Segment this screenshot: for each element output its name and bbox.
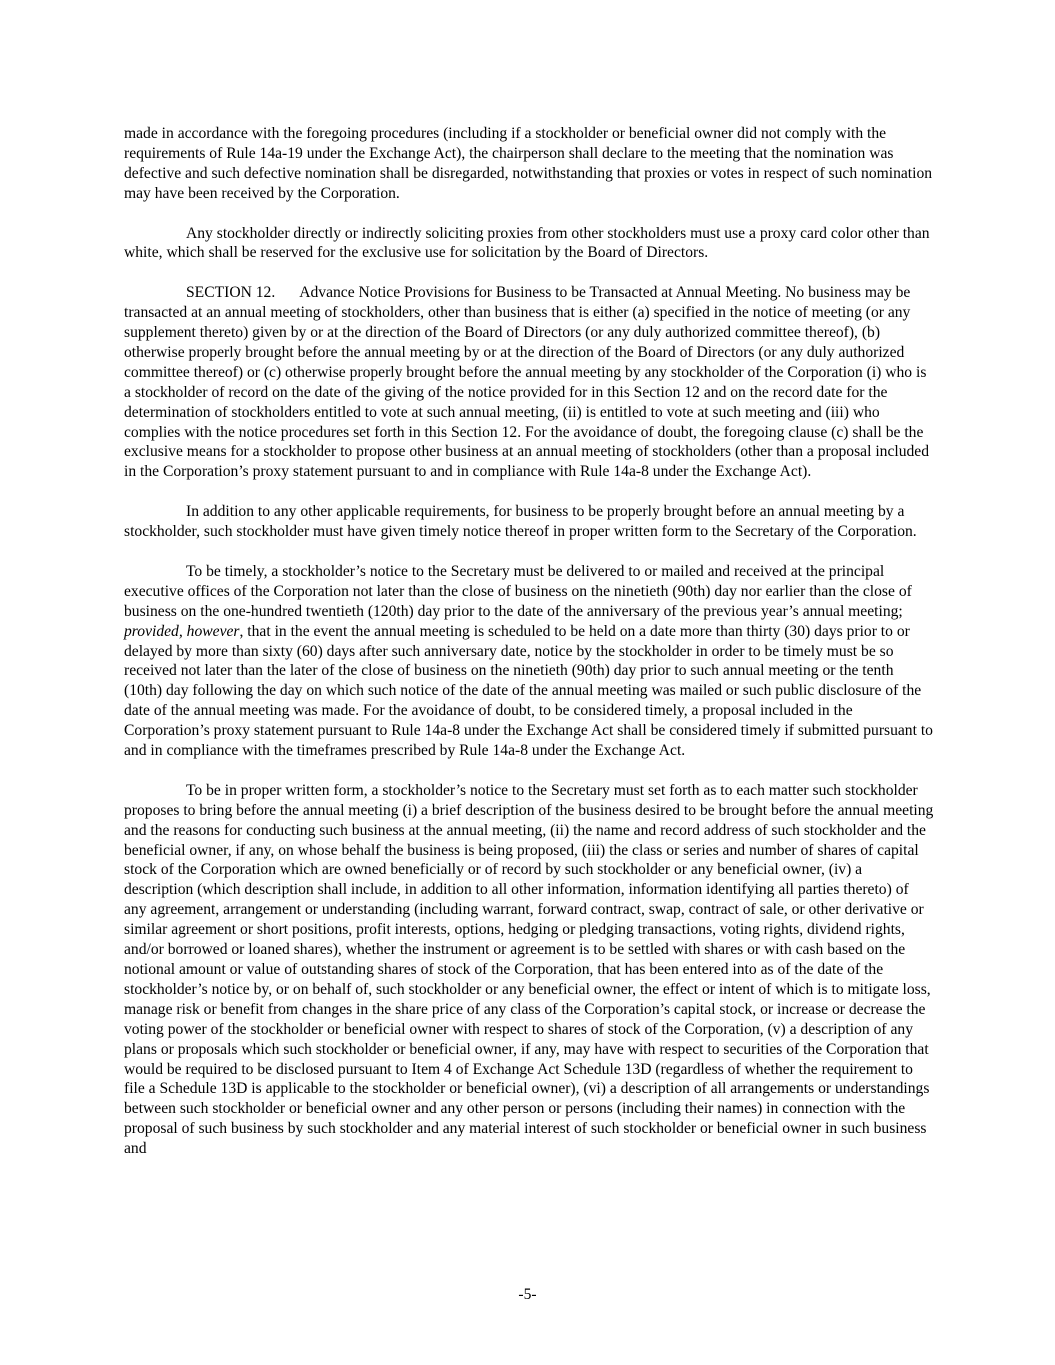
paragraph-text: Advance Notice Provisions for Business to be Transacted at Annual Meeting. No business may be transacted at an annual meeting of stockholders, other than business that is either (a) specified in the notice of meeting (or any supplement thereto) given by or at the direction of the Board of Directors (or any duly authorized committee thereof), (b) otherwise properly brought before the annual meeting by or at the direction of the Board of Directors (or any duly authorized committee thereof) or (c) otherwise properly brought before the annual meeting by any stockholder of the Corporation (i) who is a stockholder of record on the date of the giving of the notice provided for in this Section 12 and on the record date for the determination of stockholders entitled to vote at such annual meeting, (ii) is entitled to vote at such meeting and (iii) who complies with the notice procedures set forth in this Section 12. For the avoidance of doubt, the foregoing clause (c) shall be the exclusive means for a stockholder to propose other business at an annual meeting of stockholders (other than a proposal included in the Corporation’s proxy statement pursuant to and in compliance with Rule 14a-8 under the Exchange Act). bbox=[124, 284, 930, 481]
paragraph-timeliness bbox=[124, 562, 934, 761]
paragraph-text: To be in proper written form, a stockholder’s notice to the Secretary must set forth as to each matter such stockholder proposes to bring before the annual meeting (i) a brief description of the business desired to be brought before the annual meeting and the reasons for conducting such business at the annual meeting, (ii) the name and record address of such stockholder and the beneficial owner, if any, on whose behalf the business is being proposed, (iii) the class or series and number of shares of capital stock of the Corporation which are owned beneficially or of record by such stockholder or any beneficial owner, (iv) a description (which description shall include, in addition to all other information, information identifying all parties thereto) of any agreement, arrangement or understanding (including warrant, forward contract, swap, contract of sale, or other derivative or similar agreement or short positions, profit interests, options, hedging or pledging transactions, voting rights, dividend rights, and/or borrowed or loaned shares), whether the instrument or agreement is to be settled with shares or with cash based on the notional amount or value of outstanding shares of stock of the Corporation, that has been entered into as of the date of the stockholder’s notice by, or on behalf of, such stockholder or any beneficial owner, the effect or intent of which is to mitigate loss, manage risk or benefit from changes in the share price of any class of the Corporation’s capital stock, or increase or decrease the voting power of the stockholder or beneficial owner with respect to shares of stock of the Corporation, (v) a description of any plans or proposals which such stockholder or beneficial owner, if any, may have with respect to securities of the Corporation that would be required to be disclosed pursuant to Item 4 of Exchange Act Schedule 13D (regardless of whether the requirement to file a Schedule 13D is applicable to the stockholder or beneficial owner), (vi) a description of all arrangements or understandings between such stockholder or beneficial owner and any other person or persons (including their names) in connection with the proposal of such business by such stockholder and any material interest of such stockholder or beneficial owner in such business and bbox=[124, 781, 934, 1158]
paragraph-text: Any stockholder directly or indirectly soliciting proxies from other stockholders must use a proxy card color other than white, which shall be reserved for the exclusive use for solicitation by the Board of Directors. bbox=[124, 224, 930, 262]
paragraph-text-continued: , that in the event the annual meeting is scheduled to be held on a date more than thirty (30) days prior to or delayed by more than sixty (60) days after such anniversary date, notice by the stockholder in order to be timely must be so received not later than the later of the close of business on the ninetieth (90th) day prior to such annual meeting or the tenth (10th) day following the day on which such notice of the date of the annual meeting was mailed or such public disclosure of the date of the annual meeting was made. For the avoidance of doubt, to be considered timely, a proposal included in the Corporation’s proxy statement pursuant to Rule 14a-8 under the Exchange Act shall be considered timely if submitted pursuant to and in compliance with the timeframes prescribed by Rule 14a-8 under the Exchange Act. bbox=[124, 622, 933, 760]
paragraph-proxy-card-color bbox=[124, 224, 934, 264]
paragraph-section-12 bbox=[124, 283, 934, 482]
page-number: -5- bbox=[518, 1286, 537, 1303]
paragraph-proper-written-form bbox=[124, 781, 934, 1159]
section-label: SECTION 12. bbox=[186, 284, 276, 302]
document-body bbox=[124, 124, 934, 1179]
paragraph-timely-notice-requirement bbox=[124, 502, 934, 542]
italic-phrase: provided, however bbox=[124, 622, 240, 640]
paragraph-nomination-defective bbox=[124, 124, 934, 204]
paragraph-text: made in accordance with the foregoing procedures (including if a stockholder or beneficial owner did not comply with the requirements of Rule 14a-19 under the Exchange Act), the chairperson shall declare to the meeting that the nomination was defective and such defective nomination shall be disregarded, notwithstanding that proxies or votes in respect of such nomination may have been received by the Corporation. bbox=[124, 125, 933, 202]
paragraph-text: In addition to any other applicable requirements, for business to be properly brought before an annual meeting by a stockholder, such stockholder must have given timely notice thereof in proper written form to the Secretary of the Corporation. bbox=[124, 503, 917, 541]
paragraph-text: To be timely, a stockholder’s notice to the Secretary must be delivered to or mailed and received at the principal executive offices of the Corporation not later than the close of business on the ninetieth (90th) day nor earlier than the close of business on the one-hundred twentieth (120th) day prior to the date of the anniversary of the previous year’s annual meeting; bbox=[124, 562, 912, 620]
